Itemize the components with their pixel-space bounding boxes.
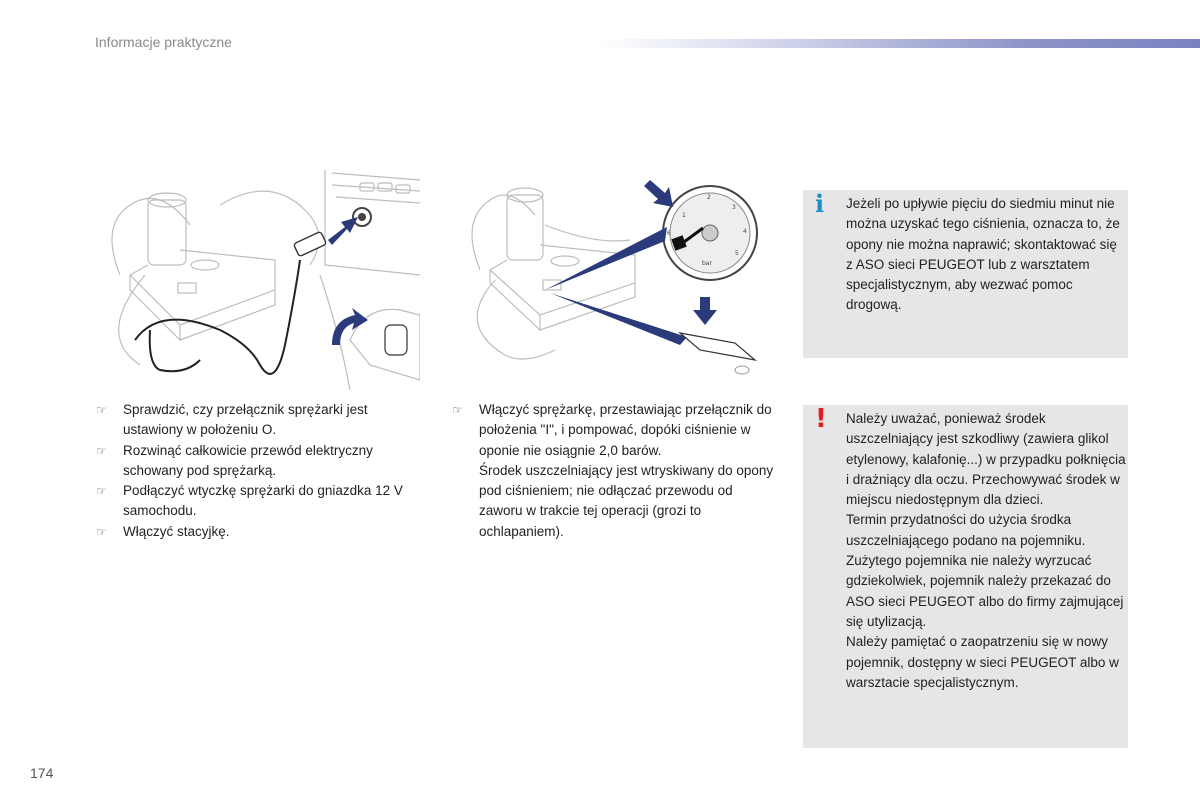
gauge-tick-4: 4: [743, 228, 747, 235]
info-box: [803, 190, 1128, 358]
warning-box-text: [846, 409, 1126, 693]
section-title: Informacje praktyczne: [95, 34, 232, 50]
gauge-tick-1: 1: [682, 212, 686, 219]
steps-list-left: [96, 400, 426, 542]
compressor-connection-illustration: [100, 165, 420, 390]
gauge-tick-6: 6: [667, 230, 671, 237]
steps-list-middle: [452, 400, 777, 542]
list-item: [96, 400, 426, 441]
list-item: [96, 522, 426, 542]
step-text: Rozwinąć całkowicie przewód elektryczny schowany pod sprężarką.: [123, 442, 373, 478]
compressor-gauge-illustration: [455, 165, 775, 390]
list-item: [96, 481, 426, 522]
list-item: [452, 400, 777, 461]
sealant-note: Środek uszczelniający jest wtryskiwany do opony pod ciśnieniem; nie odłączać przewodu od zaworu w trakcie tej operacji (grozi to ochlapaniem).: [479, 462, 774, 539]
pointing-hand-icon: ☞: [96, 403, 107, 417]
step-text: Podłączyć wtyczkę sprężarki do gniazdka 12 V samochodu.: [123, 483, 403, 519]
info-box-text: Jeżeli po upływie pięciu do siedmiu minut nie można uzyskać tego ciśnienia, oznacza to, że opony nie można naprawić; skontaktować się z ASO sieci PEUGEOT lub z warsztatem specjalistycznym, aby wezwać pomoc drogową.: [846, 196, 1120, 313]
warning-paragraph: Należy uważać, ponieważ środek uszczelniający jest szkodliwy (zawiera glikol etylenowy, kalafonię...) w przypadku połknięcia i drażniący dla oczu. Przechowywać środek w miejscu niedostępnym dla dzieci.: [846, 411, 1126, 508]
step-text: Włączyć sprężarkę, przestawiając przełącznik do położenia "I", i pompować, dopóki ciśnienie w oponie nie osiągnie 2,0 barów.: [479, 402, 772, 458]
pointing-hand-icon: ☞: [96, 524, 107, 539]
gauge-tick-5: 5: [735, 250, 739, 257]
warning-box: [803, 405, 1128, 748]
warning-icon: !: [815, 404, 827, 434]
warning-paragraph: Zużytego pojemnika nie należy wyrzucać gdziekolwiek, pojemnik należy przekazać do ASO sieci PEUGEOT albo do firmy zajmującej się utylizacją.: [846, 553, 1124, 629]
pointing-hand-icon: ☞: [452, 403, 463, 417]
gauge-unit-label: bar: [702, 260, 712, 267]
step-text: Sprawdzić, czy przełącznik sprężarki jest ustawiony w położeniu O.: [123, 402, 368, 438]
warning-paragraph: Należy pamiętać o zaopatrzeniu się w nowy pojemnik, dostępny w sieci PEUGEOT albo w warsztacie specjalistycznym.: [846, 634, 1119, 690]
step-text: Włączyć stacyjkę.: [123, 523, 230, 539]
list-item: [96, 441, 426, 482]
info-icon: i: [815, 189, 825, 218]
gauge-tick-2: 2: [707, 194, 711, 201]
page-number: 174: [30, 765, 54, 781]
warning-paragraph: Termin przydatności do użycia środka uszczelniającego podano na pojemniku.: [846, 512, 1086, 548]
header-gradient-bar: [600, 39, 1200, 48]
pointing-hand-icon: ☞: [96, 484, 107, 499]
gauge-tick-3: 3: [732, 204, 736, 211]
pointing-hand-icon: ☞: [96, 443, 107, 458]
